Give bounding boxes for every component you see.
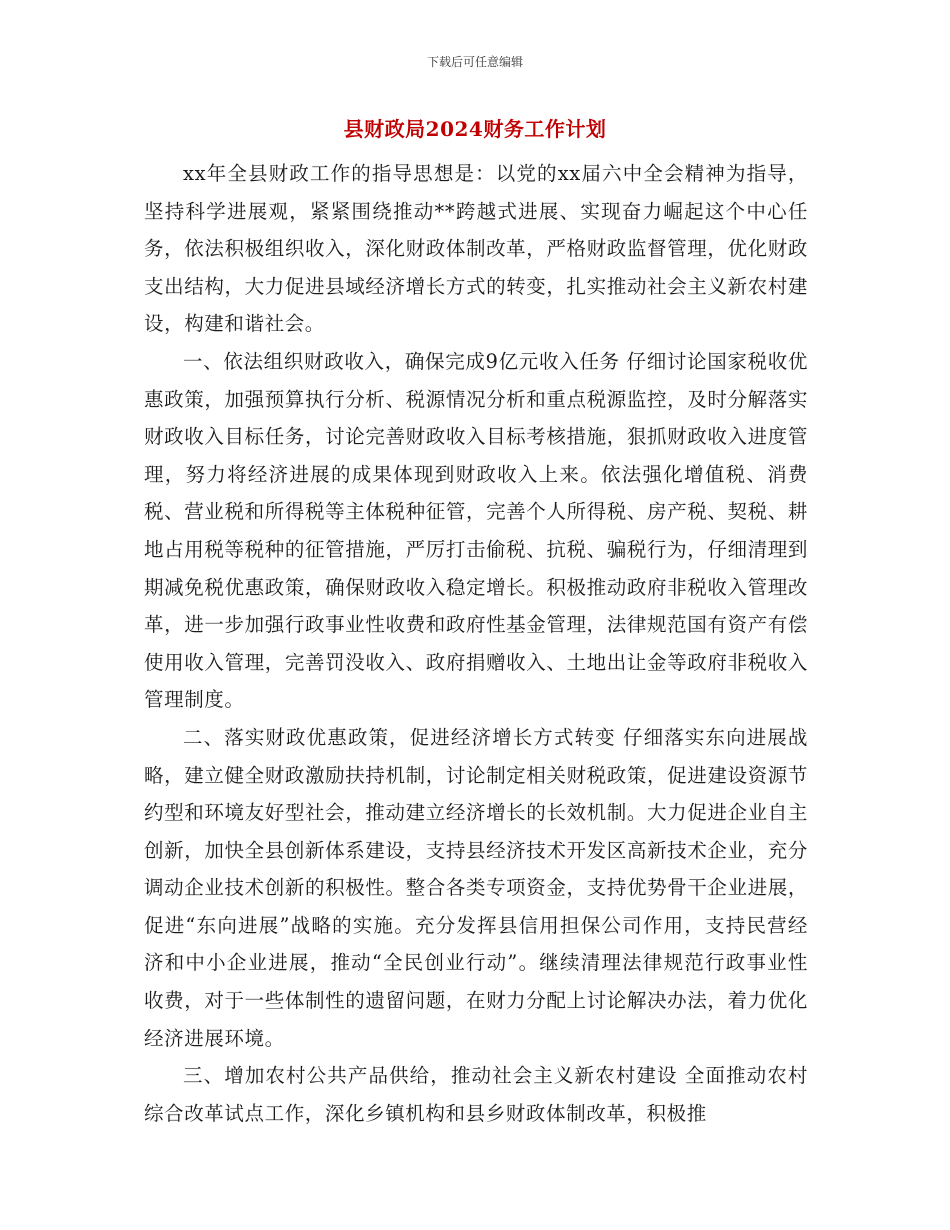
document-body (144, 155, 808, 1132)
document-title: 县财政局2024财务工作计划 (343, 117, 607, 141)
paragraph-guiding-ideology: xx年全县财政工作的指导思想是：以党的xx届六中全会精神为指导，坚持科学进展观，紧紧围绕推动**跨越式进展、实现奋力崛起这个中心任务，依法积极组织收入，深化财政体制改革，严格财政监督管理，优化财政支出结构，大力促进县域经济增长方式的转变，扎实推动社会主义新农村建设，构建和谐社会。 (144, 162, 808, 336)
paragraph-section-2: 二、落实财政优惠政策，促进经济增长方式转变 仔细落实东向进展战略，建立健全财政激励扶持机制，讨论制定相关财税政策，促进建设资源节约型和环境友好型社会，推动建立经济增长的长效机制。大力促进企业自主创新，加快全县创新体系建设，支持县经济技术开发区高新技术企业，充分调动企业技术创新的积极性。整合各类专项资金，支持优势骨干企业进展，促进“东向进展”战略的实施。充分发挥县信用担保公司作用，支持民营经济和中小企业进展，推动“全民创业行动”。继续清理法律规范行政事业性收费，对于一些体制性的遗留问题，在财力分配上讨论解决办法，着力优化经济进展环境。 (144, 725, 808, 1050)
header-note: 下载后可任意编辑 (426, 55, 523, 69)
paragraph-section-1: 一、依法组织财政收入，确保完成9亿元收入任务 仔细讨论国家税收优惠政策，加强预算执行分析、税源情况分析和重点税源监控，及时分解落实财政收入目标任务，讨论完善财政收入目标考核措施，狠抓财政收入进度管理，努力将经济进展的成果体现到财政收入上来。依法强化增值税、消费税、营业税和所得税等主体税种征管，完善个人所得税、房产税、契税、耕地占用税等税种的征管措施，严厉打击偷税、抗税、骗税行为，仔细清理到期减免税优惠政策，确保财政收入稳定增长。积极推动政府非税收入管理改革，进一步加强行政事业性收费和政府性基金管理，法律规范国有资产有偿使用收入管理，完善罚没收入、政府捐赠收入、土地出让金等政府非税收入管理制度。 (144, 349, 808, 712)
paragraph-section-3: 三、增加农村公共产品供给，推动社会主义新农村建设 全面推动农村综合改革试点工作，深化乡镇机构和县乡财政体制改革，积极推 (144, 1064, 808, 1125)
